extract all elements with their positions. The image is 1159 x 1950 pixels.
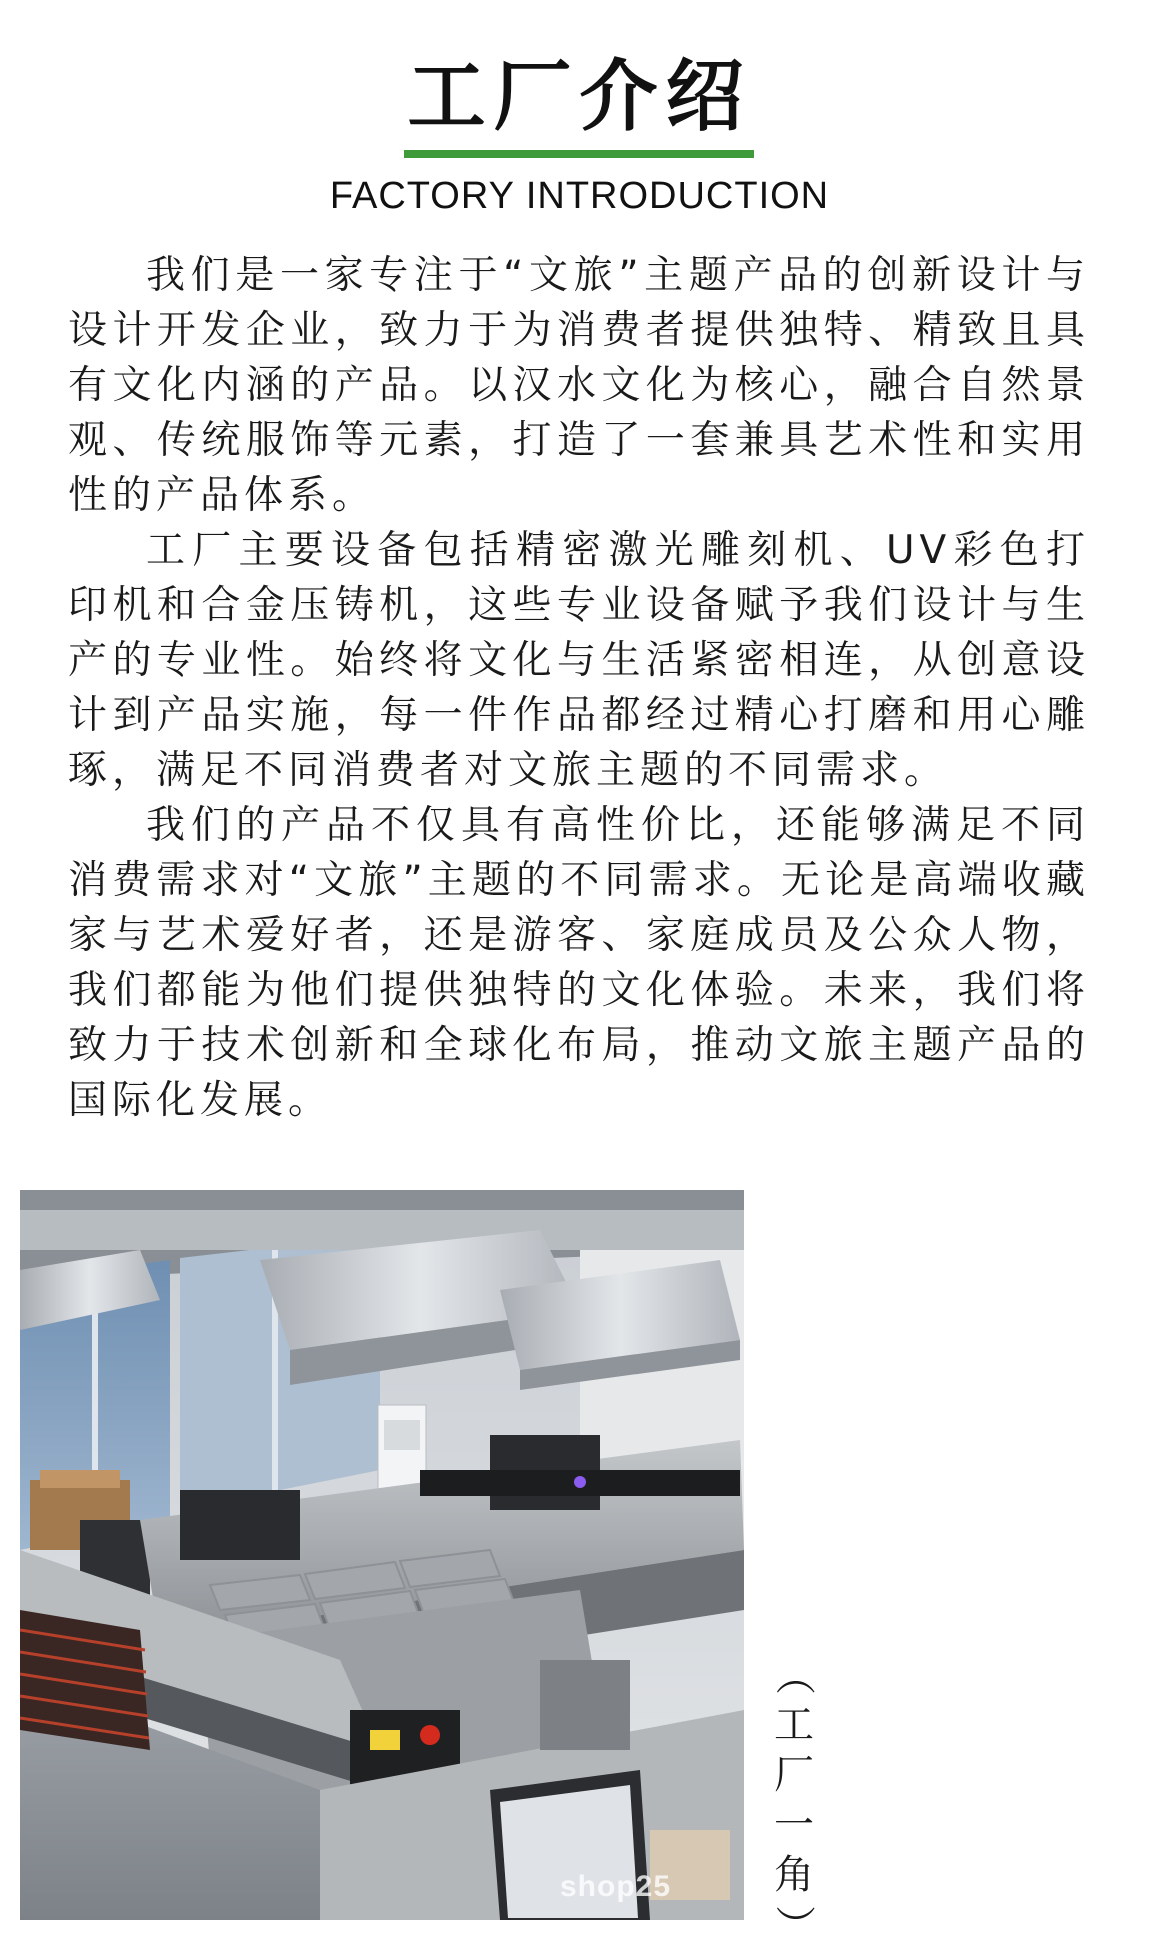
caption-char: 一 bbox=[774, 1802, 814, 1848]
photo-watermark: shop25 bbox=[560, 1870, 672, 1903]
page-title: 工厂介绍 bbox=[407, 51, 752, 142]
caption-char: 厂 bbox=[774, 1752, 814, 1798]
intro-paragraph-3: 我们的产品不仅具有高性价比，还能够满足不同消费需求对“文旅”主题的不同需求。无论是高端收藏家与艺术爱好者，还是游客、家庭成员及公众人物，我们都能为他们提供独特的文化体验。未来，我们将致力于技术创新和全球化布局，推动文旅主题产品的国际化发展。 bbox=[68, 803, 1090, 1123]
caption-close-paren: ） bbox=[771, 1905, 817, 1945]
caption-char: 角 bbox=[774, 1852, 814, 1898]
factory-photo-illustration bbox=[20, 1190, 744, 1920]
intro-paragraph-2: 工厂主要设备包括精密激光雕刻机、UV彩色打印机和合金压铸机，这些专业设备赋予我们设计与生产的专业性。始终将文化与生活紧密相连，从创意设计到产品实施，每一件作品都经过精心打磨和用心雕琢，满足不同消费者对文旅主题的不同需求。 bbox=[68, 528, 1090, 793]
factory-photo bbox=[20, 1190, 744, 1920]
intro-text bbox=[68, 248, 1090, 1128]
intro-paragraph-1: 我们是一家专注于“文旅”主题产品的创新设计与设计开发企业，致力于为消费者提供独特、精致且具有文化内涵的产品。以汉水文化为核心，融合自然景观、传统服饰等元素，打造了一套兼具艺术性和实用性的产品体系。 bbox=[68, 253, 1090, 518]
caption-open-paren: （ bbox=[771, 1655, 817, 1695]
title-underline bbox=[404, 150, 754, 158]
page-subtitle: FACTORY INTRODUCTION bbox=[329, 175, 830, 217]
caption-char: 工 bbox=[774, 1702, 814, 1748]
photo-caption bbox=[770, 1650, 818, 1950]
